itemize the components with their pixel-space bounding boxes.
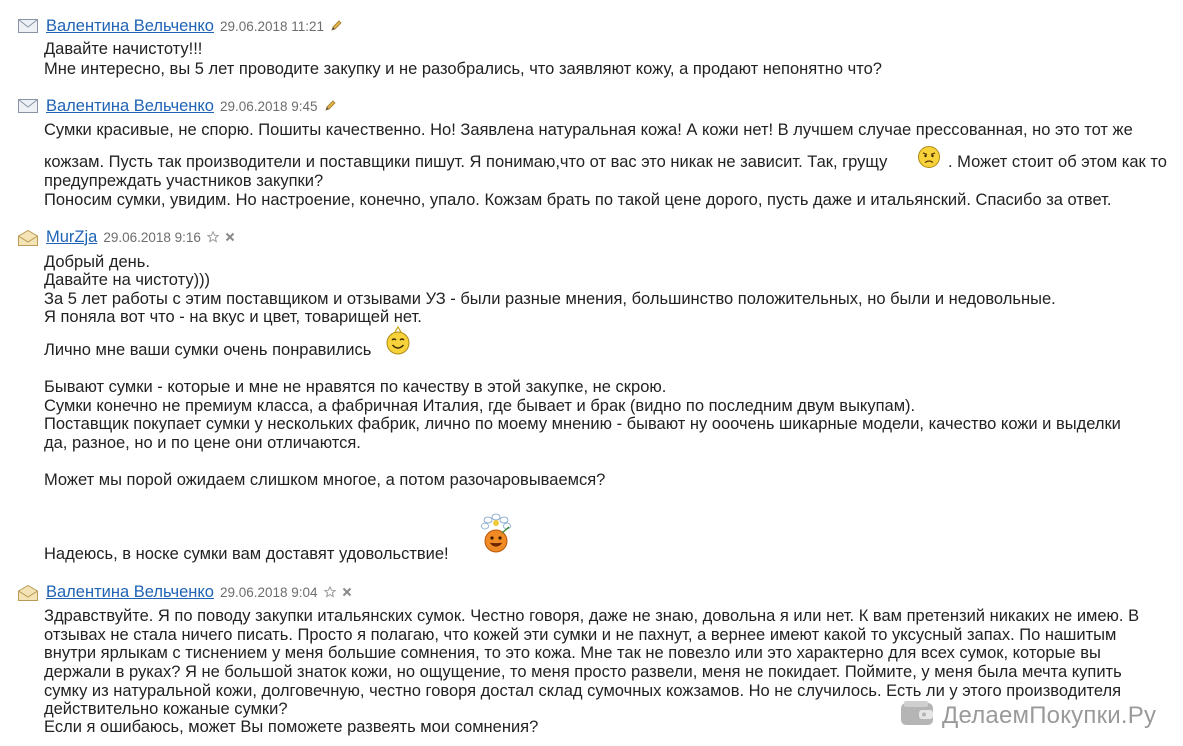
post-text-line: Давайте на чистоту))) (44, 271, 211, 289)
star-icon[interactable] (207, 231, 219, 243)
post-text-line: Я поняла вот что - на вкус и цвет, товарищей нет. (44, 308, 422, 326)
post-text-line: Лично мне ваши сумки очень понравились (44, 341, 372, 359)
post-text-line: За 5 лет работы с этим поставщиком и отзывами УЗ - были разные мнения, большинство положительных, но были и недовольные. (44, 290, 1056, 308)
envelope-open-icon (18, 230, 38, 244)
post-text-line: действительно кожаные сумки? (44, 700, 288, 718)
star-icon[interactable] (324, 586, 336, 598)
post-date: 29.06.2018 9:04 (219, 584, 318, 600)
post-text-line: Сумки красивые, не спорю. Пошиты качественно. Но! Заявлена натуральная кожа! А кожи нет! В лучшем случае прессованная, но это тот же (44, 121, 1133, 139)
happy-smiley-icon (384, 326, 412, 361)
post-text-line: Мне интересно, вы 5 лет проводите закупку и не разобрались, что заявляют кожу, а продают непонятно что? (44, 60, 882, 78)
post-text-line: отзывах не стала ничего писать. Просто я полагаю, что кожей эти сумки и не пахнут, а вернее имеют какой то уксусный запах. По нашитым (44, 626, 1117, 644)
post-text-line: Может мы порой ожидаем слишком многое, а потом разочаровываемся? (44, 471, 606, 489)
post-date: 29.06.2018 9:45 (219, 98, 318, 114)
post-header (18, 226, 235, 248)
post-date: 29.06.2018 11:21 (219, 18, 325, 34)
author-link[interactable]: Валентина Вельченко (46, 582, 214, 601)
author-link[interactable]: Валентина Вельченко (46, 96, 214, 115)
post-text-line: Сумки конечно не премиум класса, а фабричная Италия, где бывает и брак (видно по последним двум выкупам). (44, 397, 916, 415)
post-text-line: Добрый день. (44, 253, 150, 271)
post-text-line: внутри ярлыкам с тиснением у меня большие сомнения, то это кожа. Мне так не повезло или это характерно для всех сумок, которые вы (44, 644, 1101, 662)
author-link[interactable]: Валентина Вельченко (46, 16, 214, 35)
post-text-line: Надеюсь, в носке сумки вам доставят удовольствие! (44, 545, 449, 563)
post-text-line: Поносим сумки, увидим. Но настроение, конечно, упало. Кожзам брать по такой цене дорого, пусть даже и итальянский. Спасибо за ответ. (44, 191, 1112, 209)
post-text-line: держали в руках? Я не большой знаток кожи, но ощущение, то меня просто развели, меня не покидает. Поймите, у меня была мечта купить (44, 663, 1122, 681)
post-header (18, 581, 352, 603)
flower-smiley-icon (476, 513, 516, 560)
post-text-line: Если я ошибаюсь, может Вы поможете развеять мои сомнения? (44, 718, 539, 736)
post-text-line: предупреждать участников закупки? (44, 172, 324, 190)
post-text-line: кожзам. Пусть так производители и поставщики пишут. Я понимаю,что от вас это никак не зависит. Так, грущу (44, 153, 888, 171)
watermark-text: ДелаемПокупки.Ру (942, 701, 1157, 729)
post-text-line: Поставщик покупает сумки у нескольких фабрик, лично по моему мнению - бывают ну ооочень шикарные модели, качество кожи и выделки (44, 415, 1121, 433)
author-link[interactable]: MurZja (46, 227, 98, 246)
wallet-logo-icon (900, 700, 934, 731)
envelope-closed-icon (18, 99, 38, 113)
post-text-line: . Может стоит об этом как то (948, 153, 1167, 171)
envelope-open-icon (18, 585, 38, 599)
close-icon[interactable] (342, 587, 352, 597)
post-text-line: Давайте начистоту!!! (44, 40, 203, 58)
pencil-edit-icon[interactable] (330, 20, 342, 32)
sad-smiley-icon (916, 143, 942, 174)
post-header (18, 95, 336, 117)
post-date: 29.06.2018 9:16 (103, 229, 201, 245)
post-text-line: сумку из натуральной кожи, долговечную, честно говоря достал склад сумочных кожзамов. Но не случилось. Есть ли у этого производителя (44, 682, 1122, 700)
post-text-line: Бывают сумки - которые и мне не нравятся по качеству в этой закупке, не скрою. (44, 378, 667, 396)
post-header (18, 15, 342, 37)
close-icon[interactable] (225, 232, 235, 242)
envelope-closed-icon (18, 19, 38, 33)
pencil-edit-icon[interactable] (324, 100, 336, 112)
post-text-line: Здравствуйте. Я по поводу закупки итальянских сумок. Честно говоря, даже не знаю, довольна я или нет. К вам претензий никаких не имею. В (44, 607, 1140, 625)
site-watermark (900, 700, 1156, 731)
post-text-line: да, разное, но и по цене они отличаются. (44, 434, 361, 452)
